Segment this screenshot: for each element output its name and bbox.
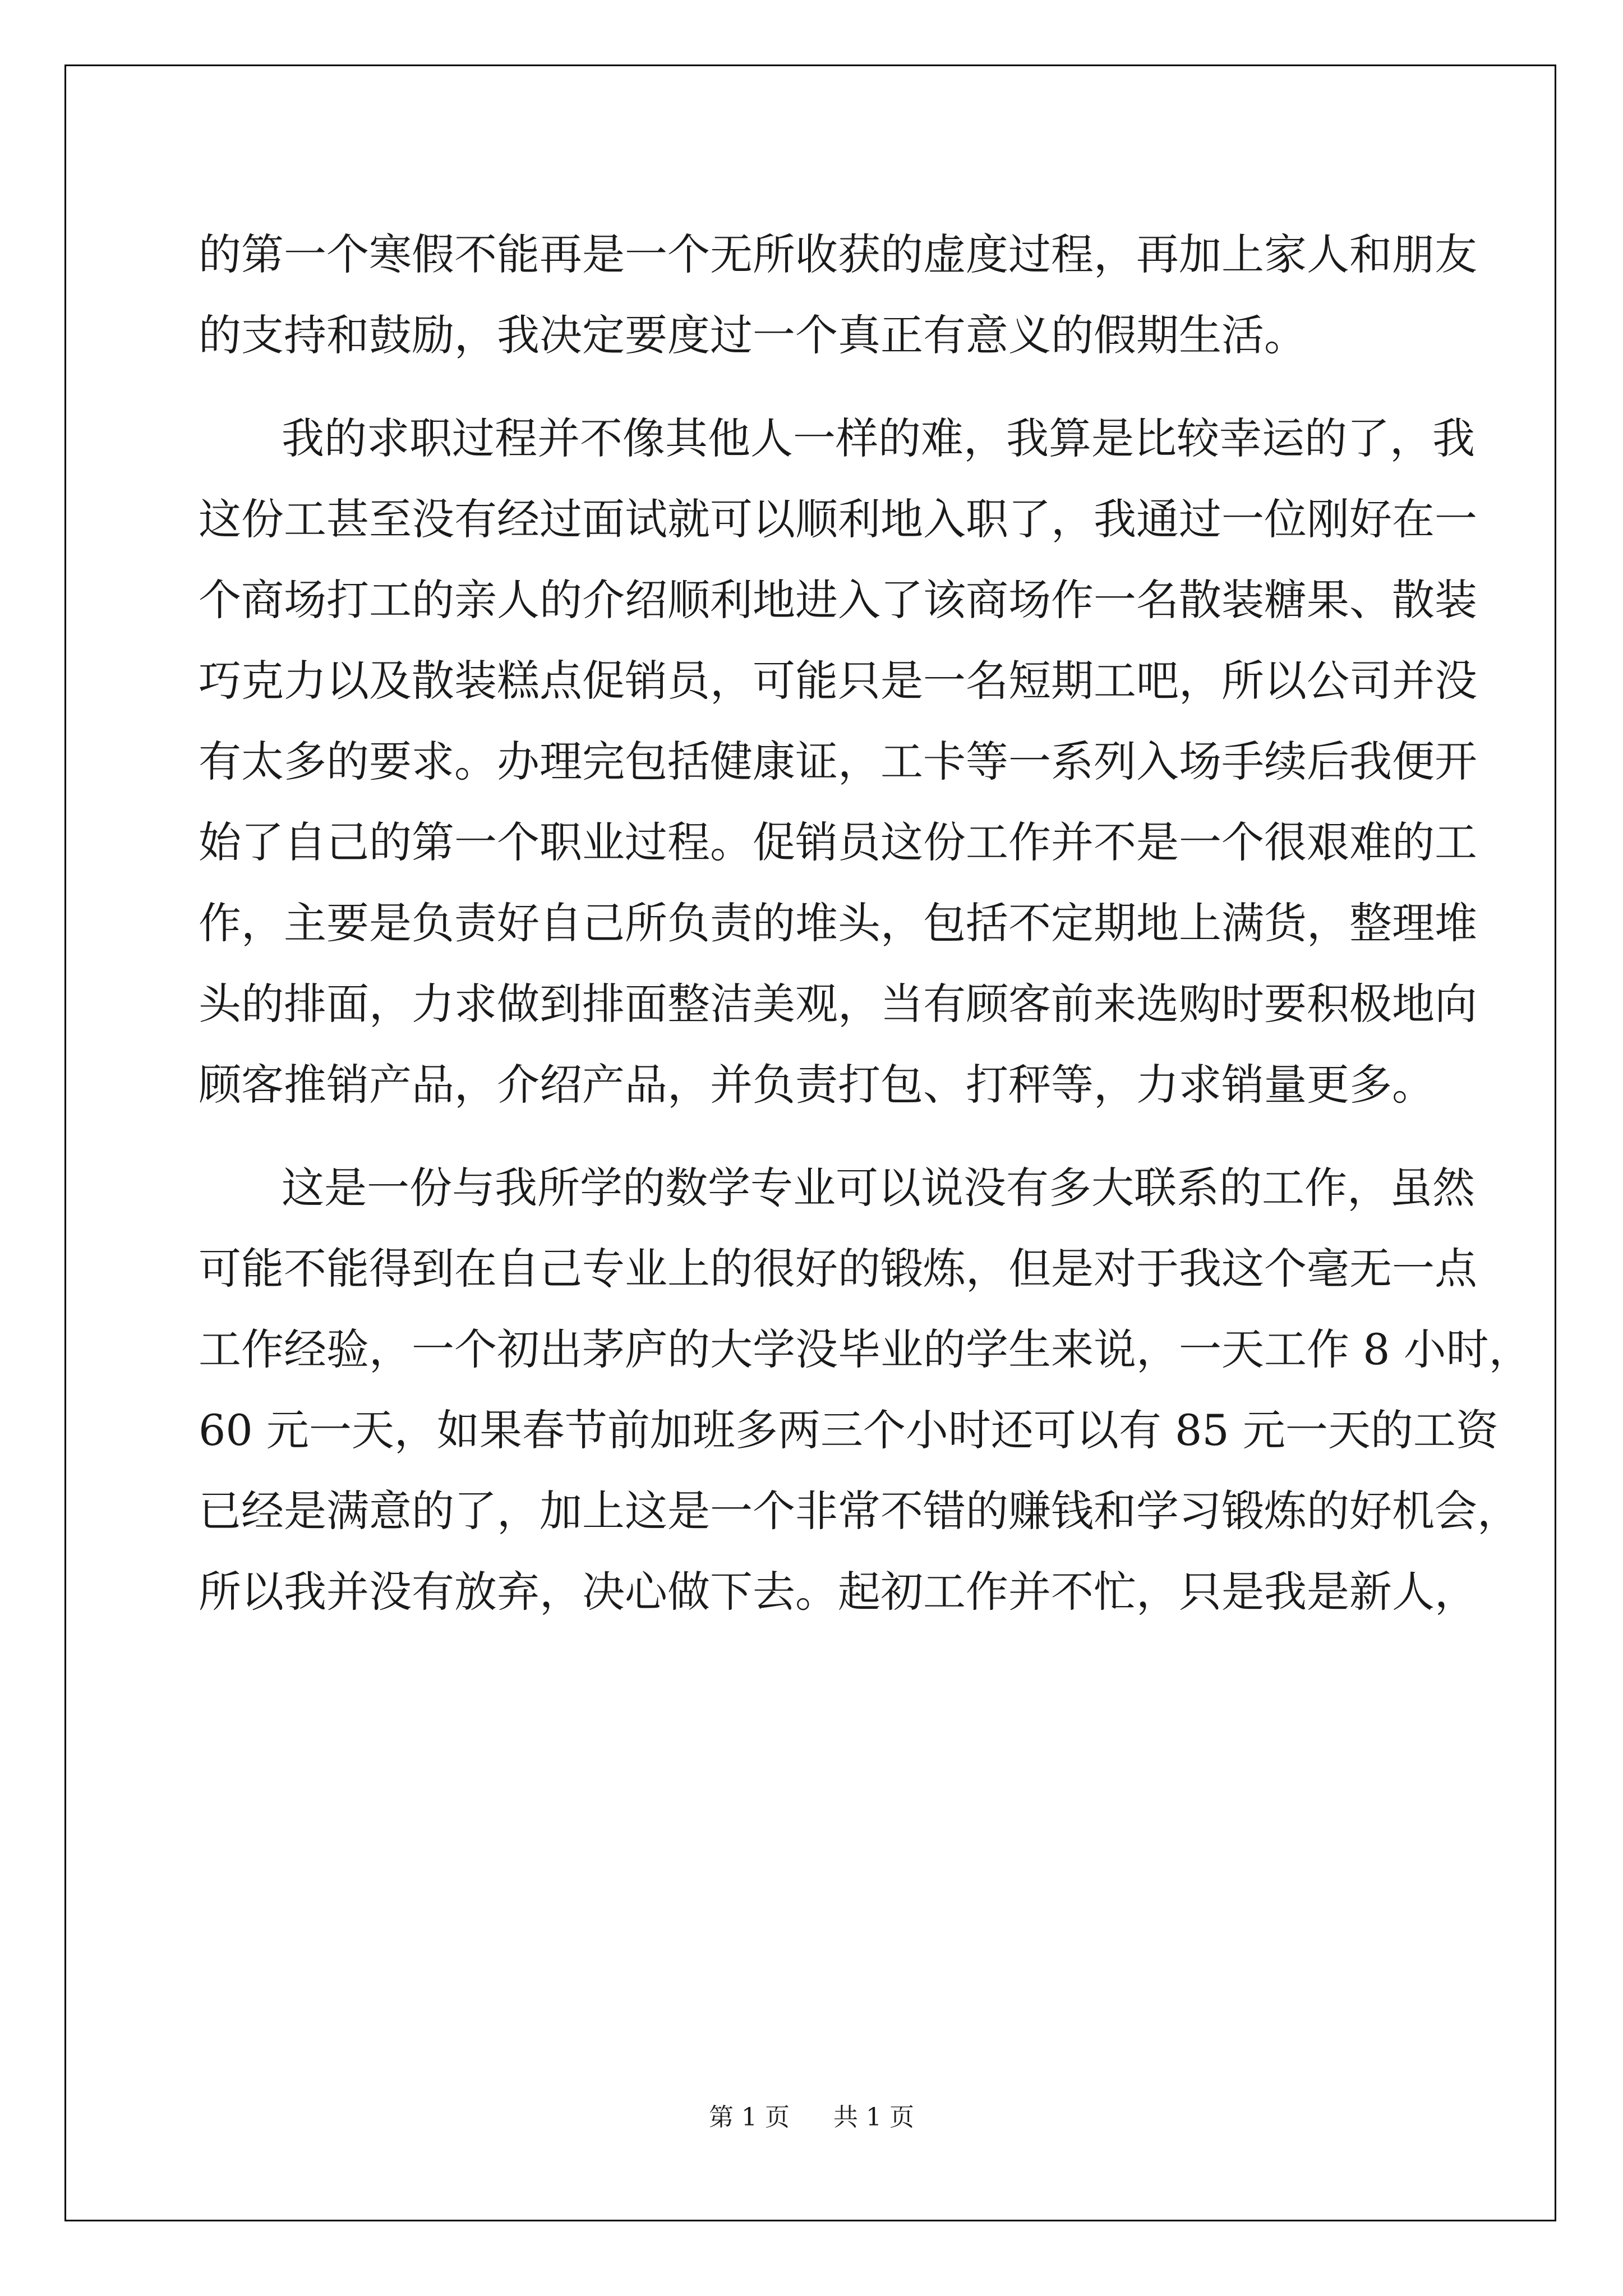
page-total: 共 1 页 — [833, 2103, 914, 2132]
document-body — [199, 214, 1532, 1632]
text-line: 这份工甚至没有经过面试就可以顺利地入职了，我通过一位刚好在一 — [199, 494, 1477, 544]
page-number: 第 1 页 — [709, 2103, 790, 2132]
text-line: 所以我并没有放弃，决心做下去。起初工作并不忙，只是我是新人， — [199, 1567, 1477, 1617]
text-line: 顾客推销产品，介绍产品，并负责打包、打秤等，力求销量更多。 — [199, 1060, 1435, 1110]
text-line: 的支持和鼓励，我决定要度过一个真正有意义的假期生活。 — [199, 310, 1307, 360]
text-line: 工作经验，一个初出茅庐的大学没毕业的学生来说，一天工作 8 小时， — [199, 1324, 1532, 1374]
page-footer — [0, 2097, 1623, 2133]
text-line: 我的求职过程并不像其他人一样的难，我算是比较幸运的了，我 — [282, 413, 1475, 463]
text-line: 60 元一天，如果春节前加班多两三个小时还可以有 85 元一天的工资 — [199, 1405, 1498, 1455]
text-line: 头的排面，力求做到排面整洁美观，当有顾客前来选购时要积极地向 — [199, 979, 1477, 1029]
text-line: 的第一个寒假不能再是一个无所收获的虚度过程，再加上家人和朋友 — [199, 229, 1477, 279]
text-line: 已经是满意的了，加上这是一个非常不错的赚钱和学习锻炼的好机会， — [199, 1486, 1520, 1536]
text-line: 个商场打工的亲人的介绍顺利地进入了该商场作一名散装糖果、散装 — [199, 575, 1477, 625]
text-line: 可能不能得到在自己专业上的很好的锻炼，但是对于我这个毫无一点 — [199, 1244, 1477, 1294]
text-line: 始了自己的第一个职业过程。促销员这份工作并不是一个很艰难的工 — [199, 817, 1477, 867]
text-line: 这是一份与我所学的数学专业可以说没有多大联系的工作，虽然 — [282, 1163, 1475, 1213]
text-line: 作，主要是负责好自己所负责的堆头，包括不定期地上满货，整理堆 — [199, 898, 1477, 948]
text-line: 巧克力以及散装糕点促销员，可能只是一名短期工吧，所以公司并没 — [199, 656, 1477, 706]
text-line: 有太多的要求。办理完包括健康证，工卡等一系列入场手续后我便开 — [199, 737, 1477, 786]
